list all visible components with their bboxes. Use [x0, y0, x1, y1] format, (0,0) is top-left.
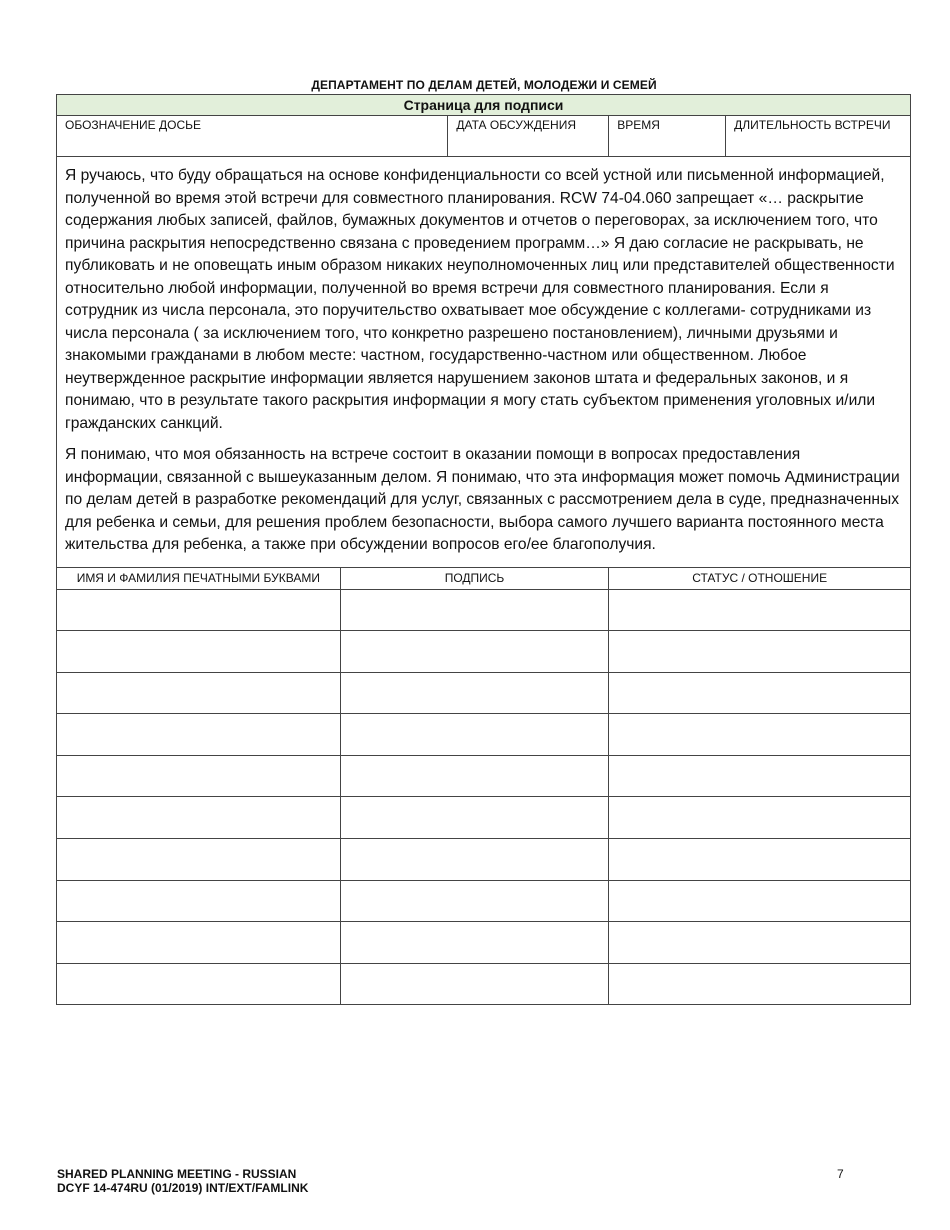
printed-name-cell[interactable] — [57, 672, 341, 714]
meeting-duration-label: ДЛИТЕЛЬНОСТЬ ВСТРЕЧИ — [734, 118, 891, 132]
form-code: DCYF 14-474RU (01/2019) INT/EXT/FAMLINK — [57, 1181, 309, 1195]
table-row — [57, 922, 911, 964]
printed-name-cell[interactable] — [57, 589, 341, 631]
table-row — [57, 714, 911, 756]
status-relation-cell[interactable] — [609, 714, 911, 756]
table-row — [57, 755, 911, 797]
signature-form — [56, 94, 911, 1005]
department-heading: ДЕПАРТАМЕНТ ПО ДЕЛАМ ДЕТЕЙ, МОЛОДЕЖИ И СЕМЕЙ — [311, 78, 657, 92]
signature-cell[interactable] — [340, 922, 609, 964]
case-number-field[interactable] — [57, 116, 448, 157]
status-relation-cell[interactable] — [609, 672, 911, 714]
signature-cell[interactable] — [340, 631, 609, 673]
status-relation-cell[interactable] — [609, 839, 911, 881]
time-label: ВРЕМЯ — [617, 118, 660, 132]
signature-cell[interactable] — [340, 672, 609, 714]
status-relation-cell[interactable] — [609, 631, 911, 673]
signature-cell[interactable] — [340, 589, 609, 631]
case-number-label: ОБОЗНАЧЕНИЕ ДОСЬЕ — [65, 118, 202, 132]
signature-cell[interactable] — [340, 963, 609, 1005]
status-relation-cell[interactable] — [609, 922, 911, 964]
discussion-date-label: ДАТА ОБСУЖДЕНИЯ — [456, 118, 576, 132]
status-relation-cell[interactable] — [609, 755, 911, 797]
printed-name-cell[interactable] — [57, 922, 341, 964]
signature-cell[interactable] — [340, 797, 609, 839]
column-header-printed-name: ИМЯ И ФАМИЛИЯ ПЕЧАТНЫМИ БУКВАМИ — [57, 567, 341, 589]
signature-cell[interactable] — [340, 714, 609, 756]
table-row — [57, 839, 911, 881]
signature-cell[interactable] — [340, 839, 609, 881]
status-relation-cell[interactable] — [609, 589, 911, 631]
table-row — [57, 963, 911, 1005]
printed-name-cell[interactable] — [57, 714, 341, 756]
form-footer — [57, 1167, 308, 1195]
table-row — [57, 672, 911, 714]
printed-name-cell[interactable] — [57, 755, 341, 797]
printed-name-cell[interactable] — [57, 839, 341, 881]
printed-name-cell[interactable] — [57, 880, 341, 922]
table-row — [57, 797, 911, 839]
printed-name-cell[interactable] — [57, 631, 341, 673]
table-row — [57, 631, 911, 673]
discussion-date-field[interactable] — [448, 116, 609, 157]
status-relation-cell[interactable] — [609, 880, 911, 922]
column-header-signature: ПОДПИСЬ — [340, 567, 609, 589]
signature-cell[interactable] — [340, 880, 609, 922]
printed-name-cell[interactable] — [57, 797, 341, 839]
responsibility-paragraph: Я понимаю, что моя обязанность на встрече состоит в оказании помощи в вопросах предоставления информации, связанной с вышеуказанным делом. Я понимаю, что эта информация может помочь Администрации по делам детей в разработке рекомендаций для услуг, связанных с рассмотрением дела в суде, предназначенных для ребенка и семьи, для решения проблем безопасности, выбора самого лучшего варианта постоянного места жительства для ребенка, а также при обсуждении вопросов его/ее благополучия. — [65, 446, 900, 553]
meeting-duration-field[interactable] — [726, 116, 911, 157]
confidentiality-statement — [56, 157, 911, 567]
status-relation-cell[interactable] — [609, 797, 911, 839]
signature-table — [56, 567, 911, 1006]
printed-name-cell[interactable] — [57, 963, 341, 1005]
table-row — [57, 880, 911, 922]
form-name: SHARED PLANNING MEETING - RUSSIAN — [57, 1167, 297, 1181]
column-header-status-relation: СТАТУС / ОТНОШЕНИЕ — [609, 567, 911, 589]
time-field[interactable] — [609, 116, 726, 157]
page-number: 7 — [837, 1167, 844, 1181]
page-title: Страница для подписи — [57, 95, 911, 116]
status-relation-cell[interactable] — [609, 963, 911, 1005]
confidentiality-paragraph: Я ручаюсь, что буду обращаться на основе конфиденциальности со всей устной или письменной информацией, полученной во время этой встречи для совместного планирования. RCW 74-04.060 запрещает «… раскрытие содержания любых записей, файлов, бумажных документов и отчетов о переговорах, за исключением того, что причина раскрытия непосредственно связана с проведением программ…» Я даю согласие не раскрывать, не публиковать и не оповещать иным образом никаких неуполномоченных лиц или представителей общественности относительно любой информации, полученной во время встречи для совместного планирования. Если я сотрудник из числа персонала, это поручительство охватывает мое обсуждение с коллегами- сотрудниками из числа персонала ( за исключением того, что конкретно разрешено постановлением), личными друзьями и знакомыми гражданами в любом месте: частном, государственно-частном или общественном. Любое неутвержденное раскрытие информации является нарушением законов штата и федеральных законов, и я понимаю, что в результате такого раскрытия информации я могу стать субъектом применения уголовных и/или гражданских санкций. — [65, 167, 895, 432]
case-info-table — [56, 94, 911, 157]
table-row — [57, 589, 911, 631]
signature-cell[interactable] — [340, 755, 609, 797]
